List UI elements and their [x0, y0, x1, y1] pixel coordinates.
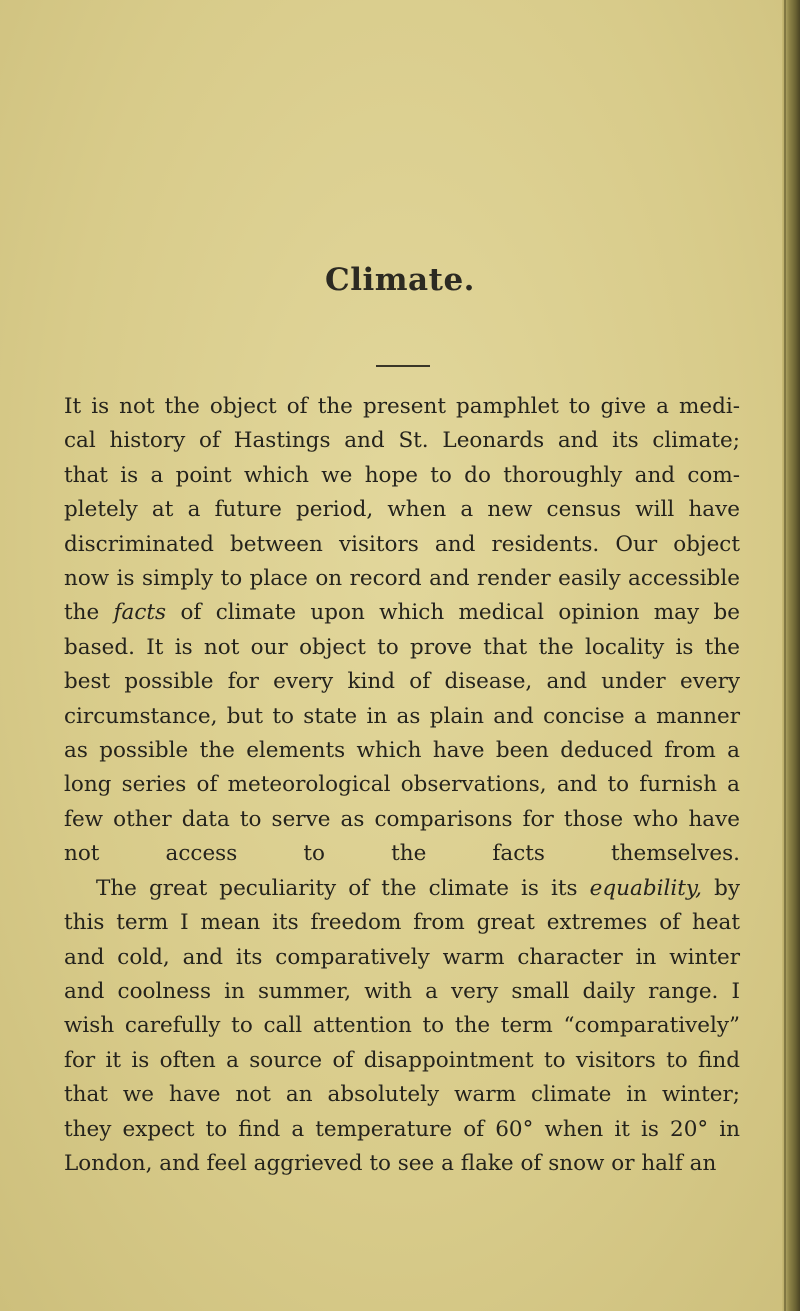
- text-line: cal history of Hastings and St. Leonards and its climate;: [64, 428, 740, 454]
- text-line: they expect to find a temperature of 60° when it is 20° in: [64, 1116, 740, 1142]
- text-segment: the: [64, 600, 100, 626]
- text-line: pletely at a future period, when a new census will have: [64, 497, 740, 523]
- body-text: [64, 390, 740, 1181]
- text-line: [64, 596, 740, 630]
- emphasis-equability: equability,: [589, 875, 702, 901]
- page-edge-line: [784, 0, 786, 1311]
- text-line: It is not the object of the present pamphlet to give a medi-: [64, 394, 740, 419]
- text-line: for it is often a source of disappointment to visitors to find: [64, 1047, 740, 1073]
- chapter-heading: Climate.: [325, 262, 475, 298]
- text-line: long series of meteorological observations, and to furnish a: [64, 772, 740, 798]
- text-line: few other data to serve as comparisons for those who have: [64, 806, 740, 832]
- text-line: and cold, and its comparatively warm character in winter: [64, 944, 740, 970]
- text-line: London, and feel aggrieved to see a flake of snow or half an: [64, 1150, 717, 1176]
- heading-rule: [376, 365, 430, 367]
- text-line: as possible the elements which have been deduced from a: [64, 738, 740, 764]
- text-line: [64, 872, 740, 906]
- text-segment: The great peculiarity of the climate is its: [96, 875, 578, 901]
- paragraph-2: [64, 872, 740, 1182]
- paragraph-1: [64, 390, 740, 872]
- text-line: this term I mean its freedom from great extremes of heat: [64, 910, 740, 936]
- text-line: not access to the facts themselves.: [64, 841, 740, 867]
- text-line: circumstance, but to state in as plain and concise a manner: [64, 703, 740, 729]
- text-segment: by: [714, 875, 740, 901]
- text-line: now is simply to place on record and render easily accessible: [64, 566, 740, 592]
- text-line: that we have not an absolutely warm climate in winter;: [64, 1082, 740, 1108]
- text-line: wish carefully to call attention to the term “comparatively”: [64, 1013, 740, 1039]
- text-line: based. It is not our object to prove that the locality is the: [64, 634, 740, 660]
- text-segment: of climate upon which medical opinion may be: [180, 600, 740, 626]
- text-line: best possible for every kind of disease, and under every: [64, 669, 740, 695]
- emphasis-facts: facts: [113, 600, 167, 626]
- text-line: discriminated between visitors and residents. Our object: [64, 531, 740, 557]
- text-line: that is a point which we hope to do thoroughly and com-: [64, 462, 740, 488]
- text-line: and coolness in summer, with a very small daily range. I: [64, 978, 740, 1004]
